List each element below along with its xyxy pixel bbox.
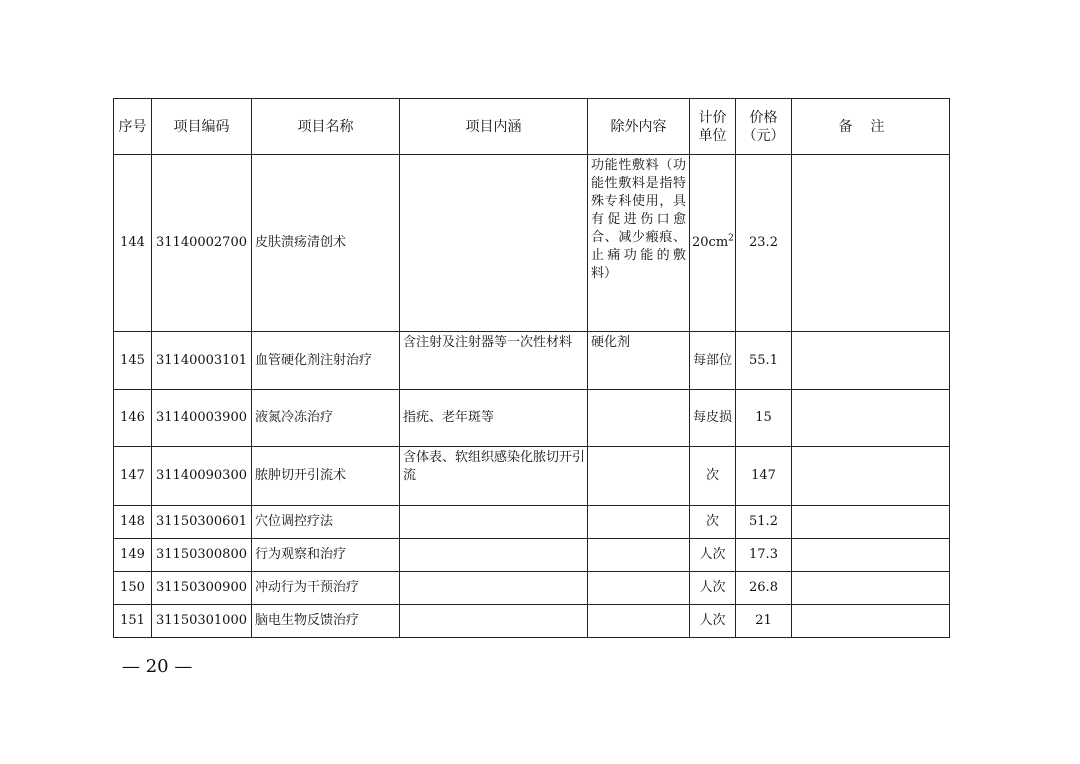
cell-code: 31140090300: [152, 447, 252, 506]
cell-exclude: [588, 390, 690, 447]
header-price-line1: 价格: [749, 109, 778, 126]
cell-seq: 145: [114, 332, 152, 390]
cell-content: 含体表、软组织感染化脓切开引流: [400, 447, 588, 506]
cell-price: 17.3: [736, 539, 792, 572]
cell-content: 含注射及注射器等一次性材料: [400, 332, 588, 390]
table-header-row: [114, 99, 950, 155]
cell-notes: [792, 447, 950, 506]
cell-seq: 146: [114, 390, 152, 447]
cell-notes: [792, 572, 950, 605]
cell-exclude: [588, 447, 690, 506]
table-row: [114, 539, 950, 572]
table-row: [114, 390, 950, 447]
table-row: [114, 506, 950, 539]
header-price-line2: （元）: [742, 127, 785, 144]
cell-price: 147: [736, 447, 792, 506]
table-row: [114, 155, 950, 332]
cell-exclude: [588, 506, 690, 539]
header-notes-label: 备注: [838, 118, 903, 135]
header-name: 项目名称: [252, 99, 400, 155]
cell-seq: 149: [114, 539, 152, 572]
cell-unit-superscript: 2: [728, 233, 734, 244]
cell-name: 脓肿切开引流术: [252, 447, 400, 506]
cell-seq: 150: [114, 572, 152, 605]
cell-exclude: 功能性敷料（功能性敷料是指特殊专科使用，具有促进伤口愈合、减少瘢痕、止痛功能的敷料）: [588, 155, 690, 332]
cell-code: 31140002700: [152, 155, 252, 332]
cell-code: 31150300800: [152, 539, 252, 572]
cell-price: 15: [736, 390, 792, 447]
cell-content: [400, 506, 588, 539]
cell-exclude: [588, 539, 690, 572]
cell-code: 31150300900: [152, 572, 252, 605]
cell-notes: [792, 539, 950, 572]
cell-name: 液氮冷冻治疗: [252, 390, 400, 447]
cell-content: [400, 572, 588, 605]
cell-notes: [792, 506, 950, 539]
cell-exclude: 硬化剂: [588, 332, 690, 390]
page-number: — 20 —: [122, 656, 193, 677]
cell-unit: [690, 155, 736, 332]
cell-content: [400, 155, 588, 332]
cell-code: 31140003101: [152, 332, 252, 390]
cell-exclude: [588, 572, 690, 605]
cell-notes: [792, 390, 950, 447]
header-content: 项目内涵: [400, 99, 588, 155]
table-row: [114, 572, 950, 605]
header-exclude: 除外内容: [588, 99, 690, 155]
cell-name: 皮肤溃疡清创术: [252, 155, 400, 332]
cell-price: 55.1: [736, 332, 792, 390]
cell-unit: 次: [690, 447, 736, 506]
cell-price: 51.2: [736, 506, 792, 539]
cell-seq: 151: [114, 605, 152, 638]
cell-content: 指疣、老年斑等: [400, 390, 588, 447]
cell-notes: [792, 332, 950, 390]
cell-price: 21: [736, 605, 792, 638]
cell-name: 血管硬化剂注射治疗: [252, 332, 400, 390]
cell-notes: [792, 155, 950, 332]
cell-price: 23.2: [736, 155, 792, 332]
header-seq: 序号: [114, 99, 152, 155]
cell-unit: 人次: [690, 572, 736, 605]
cell-code: 31150300601: [152, 506, 252, 539]
cell-unit: 每皮损: [690, 390, 736, 447]
cell-unit-base: 20cm: [692, 235, 729, 250]
table-row: [114, 332, 950, 390]
table-row: [114, 447, 950, 506]
cell-unit: 人次: [690, 539, 736, 572]
table-row: [114, 605, 950, 638]
header-code: 项目编码: [152, 99, 252, 155]
cell-content: [400, 605, 588, 638]
cell-name: 行为观察和治疗: [252, 539, 400, 572]
cell-unit: 人次: [690, 605, 736, 638]
cell-seq: 144: [114, 155, 152, 332]
header-unit-line1: 计价: [698, 109, 727, 126]
cell-unit: 每部位: [690, 332, 736, 390]
cell-code: 31150301000: [152, 605, 252, 638]
header-unit: [690, 99, 736, 155]
cell-seq: 147: [114, 447, 152, 506]
cell-notes: [792, 605, 950, 638]
cell-exclude: [588, 605, 690, 638]
cell-content: [400, 539, 588, 572]
cell-unit: 次: [690, 506, 736, 539]
header-unit-line2: 单位: [698, 127, 727, 144]
header-notes: [792, 99, 950, 155]
cell-seq: 148: [114, 506, 152, 539]
cell-name: 冲动行为干预治疗: [252, 572, 400, 605]
cell-code: 31140003900: [152, 390, 252, 447]
price-table: [113, 98, 950, 638]
cell-price: 26.8: [736, 572, 792, 605]
header-price: [736, 99, 792, 155]
cell-name: 穴位调控疗法: [252, 506, 400, 539]
cell-name: 脑电生物反馈治疗: [252, 605, 400, 638]
